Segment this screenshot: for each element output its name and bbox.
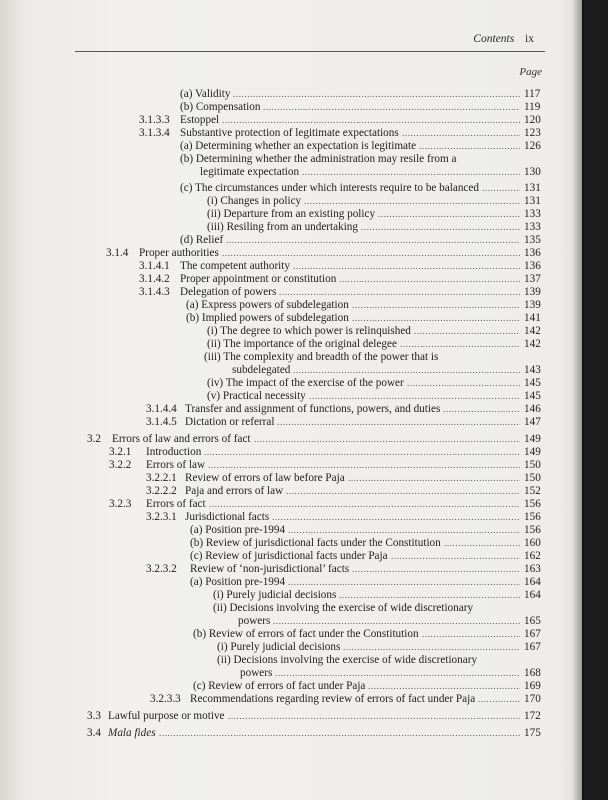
toc-entry-page-number: 133 [524, 208, 541, 220]
toc-leader-dots [222, 247, 520, 260]
running-head-page-number: ix [525, 33, 534, 45]
page-edge-shadow [572, 0, 584, 800]
toc-entry-page-number: 136 [524, 260, 541, 272]
toc-entry-title: (i) Changes in policy [207, 195, 302, 207]
toc-entry-page-number: 172 [524, 710, 541, 722]
toc-leader-dots [400, 338, 520, 351]
toc-leader-dots [275, 667, 520, 680]
toc-leader-dots [273, 615, 520, 628]
toc-entry-title: (iii) Resiling from an undertaking [207, 221, 358, 233]
toc-leader-dots [478, 693, 520, 706]
toc-leader-dots [352, 299, 520, 312]
toc-entry-page-number: 162 [524, 550, 541, 562]
toc-leader-dots [159, 727, 520, 740]
toc-entry-number: 3.1.4.3 [139, 286, 170, 298]
toc-entry-page-number: 142 [524, 325, 541, 337]
toc-leader-dots [288, 524, 520, 537]
toc-entry-number: 3.3 [87, 710, 101, 722]
toc-entry-page-number: 141 [524, 312, 541, 324]
toc-entry-number: 3.2.2.2 [146, 485, 177, 497]
toc-leader-dots [352, 563, 520, 576]
toc-entry-number: 3.2.3.1 [146, 511, 177, 523]
toc-entry-title: The competent authority [180, 260, 290, 272]
toc-entry-page-number: 149 [524, 433, 541, 445]
toc-entry-page-number: 164 [524, 576, 541, 588]
toc-entry-page-number: 168 [524, 667, 541, 679]
toc-entry-page-number: 160 [524, 537, 541, 549]
toc-entry-page-number: 150 [524, 472, 541, 484]
toc-leader-dots [222, 114, 520, 127]
toc-entry-title: Delegation of powers [180, 286, 277, 298]
toc-entry-title: Proper authorities [139, 247, 219, 259]
toc-leader-dots [226, 234, 520, 247]
toc-leader-dots [378, 208, 520, 221]
toc-leader-dots [277, 416, 520, 429]
running-head-title: Contents [473, 33, 515, 45]
toc-leader-dots [422, 628, 520, 641]
toc-leader-dots [482, 182, 520, 195]
toc-leader-dots [254, 433, 520, 446]
toc-entry-title: Introduction [146, 446, 202, 458]
toc-entry-title: (i) Purely judicial decisions [217, 641, 341, 653]
toc-leader-dots [304, 195, 520, 208]
toc-entry-page-number: 131 [524, 182, 541, 194]
toc-entry-title: Recommendations regarding review of errors of fact under Paja [190, 693, 476, 705]
toc-entry-number: 3.2.2 [109, 459, 132, 471]
toc-entry-page-number: 170 [524, 693, 541, 705]
toc-entry-page-number: 147 [524, 416, 541, 428]
toc-leader-dots [391, 550, 520, 563]
toc-entry-title: Errors of law [146, 459, 206, 471]
toc-leader-dots [302, 166, 520, 179]
toc-entry-title: (a) Position pre-1994 [190, 524, 286, 536]
toc-leader-dots [443, 403, 520, 416]
toc-leader-dots [272, 511, 520, 524]
toc-leader-dots [233, 88, 520, 101]
page-column-label: Page [519, 66, 542, 78]
toc-entry-page-number: 139 [524, 299, 541, 311]
toc-entry-page-number: 135 [524, 234, 541, 246]
toc-entry-title: (v) Practical necessity [207, 390, 306, 402]
toc-entry-title: (iii) The complexity and breadth of the power that is [204, 351, 439, 363]
toc-entry-number: 3.2.1 [109, 446, 132, 458]
toc-entry-page-number: 156 [524, 511, 541, 523]
toc-entry-page-number: 149 [524, 446, 541, 458]
toc-entry-title: Substantive protection of legitimate expectations [180, 127, 399, 139]
toc-entry-number: 3.2.3 [109, 498, 132, 510]
toc-entry-page-number: 123 [524, 127, 541, 139]
toc-entry-number: 3.4 [87, 727, 101, 739]
toc-entry-page-number: 165 [524, 615, 541, 627]
toc-leader-dots [263, 101, 520, 114]
toc-entry-title: (b) Determining whether the administration may resile from a [180, 153, 457, 165]
toc-entry-page-number: 163 [524, 563, 541, 575]
toc-entry-page-number: 156 [524, 524, 541, 536]
toc-leader-dots [407, 377, 520, 390]
toc-entry-number: 3.1.4.2 [139, 273, 170, 285]
toc-leader-dots [368, 680, 520, 693]
header-rule [75, 51, 545, 52]
toc-entry-title: Review of ‘non-jurisdictional’ facts [190, 563, 350, 575]
toc-leader-dots [293, 260, 520, 273]
toc-entry-title: Transfer and assignment of functions, powers, and duties [185, 403, 441, 415]
toc-entry-title: (c) Review of errors of fact under Paja [193, 680, 366, 692]
toc-leader-dots [414, 325, 520, 338]
toc-entry-title: Mala fides [108, 727, 156, 739]
toc-entry-page-number: 120 [524, 114, 541, 126]
toc-entry-title: powers [240, 667, 273, 679]
toc-leader-dots [288, 576, 520, 589]
toc-entry-page-number: 145 [524, 390, 541, 402]
toc-entry-page-number: 145 [524, 377, 541, 389]
toc-entry-title: (b) Compensation [180, 101, 261, 113]
toc-entry-page-number: 137 [524, 273, 541, 285]
toc-entry-number: 3.1.4.1 [139, 260, 170, 272]
toc-entry-page-number: 146 [524, 403, 541, 415]
toc-leader-dots [279, 286, 520, 299]
toc-leader-dots [402, 127, 520, 140]
toc-leader-dots [419, 140, 520, 153]
toc-entry-title: (ii) Decisions involving the exercise of wide discretionary [213, 602, 474, 614]
toc-leader-dots [352, 312, 520, 325]
toc-entry-page-number: 164 [524, 589, 541, 601]
toc-entry-page-number: 139 [524, 286, 541, 298]
toc-leader-dots [293, 364, 520, 377]
toc-entry-title: Lawful purpose or motive [108, 710, 225, 722]
toc-entry-page-number: 119 [524, 101, 541, 113]
toc-entry-title: (b) Review of errors of fact under the Constitution [193, 628, 419, 640]
toc-entry-title: (c) The circumstances under which interests require to be balanced [180, 182, 479, 194]
toc-entry-page-number: 133 [524, 221, 541, 233]
toc-leader-dots [286, 485, 520, 498]
toc-entry-title: (b) Review of jurisdictional facts under the Constitution [190, 537, 441, 549]
toc-entry-page-number: 175 [524, 727, 541, 739]
toc-entry-title: Errors of fact [146, 498, 206, 510]
toc-entry-title: Dictation or referral [185, 416, 275, 428]
toc-entry-page-number: 136 [524, 247, 541, 259]
toc-entry-page-number: 156 [524, 498, 541, 510]
toc-entry-title: Review of errors of law before Paja [185, 472, 345, 484]
toc-leader-dots [339, 273, 520, 286]
toc-entry-page-number: 167 [524, 641, 541, 653]
toc-entry-number: 3.2 [87, 433, 101, 445]
toc-entry-number: 3.2.3.3 [150, 693, 181, 705]
toc-entry-page-number: 152 [524, 485, 541, 497]
toc-entry-page-number: 143 [524, 364, 541, 376]
toc-entry-number: 3.1.3.4 [139, 127, 170, 139]
toc-entry-page-number: 150 [524, 459, 541, 471]
toc-entry-title: Paja and errors of law [185, 485, 284, 497]
toc-entry-number: 3.1.4.4 [146, 403, 177, 415]
toc-entry-title: Errors of law and errors of fact [112, 433, 251, 445]
toc-entry-title: legitimate expectation [200, 166, 300, 178]
toc-entry-number: 3.1.4 [106, 247, 129, 259]
toc-leader-dots [348, 472, 520, 485]
toc-entry-page-number: 169 [524, 680, 541, 692]
toc-entry-title: (a) Express powers of subdelegation [186, 299, 349, 311]
toc-entry-title: (a) Position pre-1994 [190, 576, 286, 588]
toc-entry-title: (a) Determining whether an expectation is legitimate [180, 140, 417, 152]
toc-entry-title: powers [238, 615, 271, 627]
toc-entry-page-number: 130 [524, 166, 541, 178]
toc-leader-dots [343, 641, 520, 654]
toc-entry-title: subdelegated [232, 364, 291, 376]
toc-leader-dots [228, 710, 520, 723]
toc-leader-dots [208, 459, 520, 472]
toc-entry-page-number: 167 [524, 628, 541, 640]
toc-entry-title: (ii) Departure from an existing policy [207, 208, 376, 220]
toc-entry-title: (ii) Decisions involving the exercise of wide discretionary [217, 654, 478, 666]
toc-leader-dots [361, 221, 520, 234]
toc-entry-page-number: 142 [524, 338, 541, 350]
running-head [473, 33, 534, 45]
toc-entry-title: (c) Review of jurisdictional facts under Paja [190, 550, 388, 562]
toc-leader-dots [309, 390, 520, 403]
toc-entry-title: (iv) The impact of the exercise of the power [207, 377, 404, 389]
toc-entry-title: (i) Purely judicial decisions [213, 589, 337, 601]
toc-entry-page-number: 131 [524, 195, 541, 207]
toc-entry-title: (a) Validity [180, 88, 231, 100]
toc-entry-title: Jurisdictional facts [185, 511, 270, 523]
toc-entry-title: (ii) The importance of the original delegee [207, 338, 397, 350]
toc-entry-title: (d) Relief [180, 234, 224, 246]
toc-entry-title: (i) The degree to which power is relinquished [207, 325, 411, 337]
toc-entry-title: Estoppel [180, 114, 220, 126]
toc-leader-dots [209, 498, 520, 511]
toc-entry-number: 3.2.3.2 [146, 563, 177, 575]
toc-entry-number: 3.1.4.5 [146, 416, 177, 428]
toc-leader-dots [204, 446, 520, 459]
toc-entry-number: 3.2.2.1 [146, 472, 177, 484]
toc-leader-dots [444, 537, 520, 550]
toc-entry-title: (b) Implied powers of subdelegation [186, 312, 349, 324]
toc-entry-page-number: 126 [524, 140, 541, 152]
toc-entry-page-number: 117 [524, 88, 541, 100]
toc-entry-title: Proper appointment or constitution [180, 273, 337, 285]
toc-entry-number: 3.1.3.3 [139, 114, 170, 126]
toc-leader-dots [339, 589, 520, 602]
